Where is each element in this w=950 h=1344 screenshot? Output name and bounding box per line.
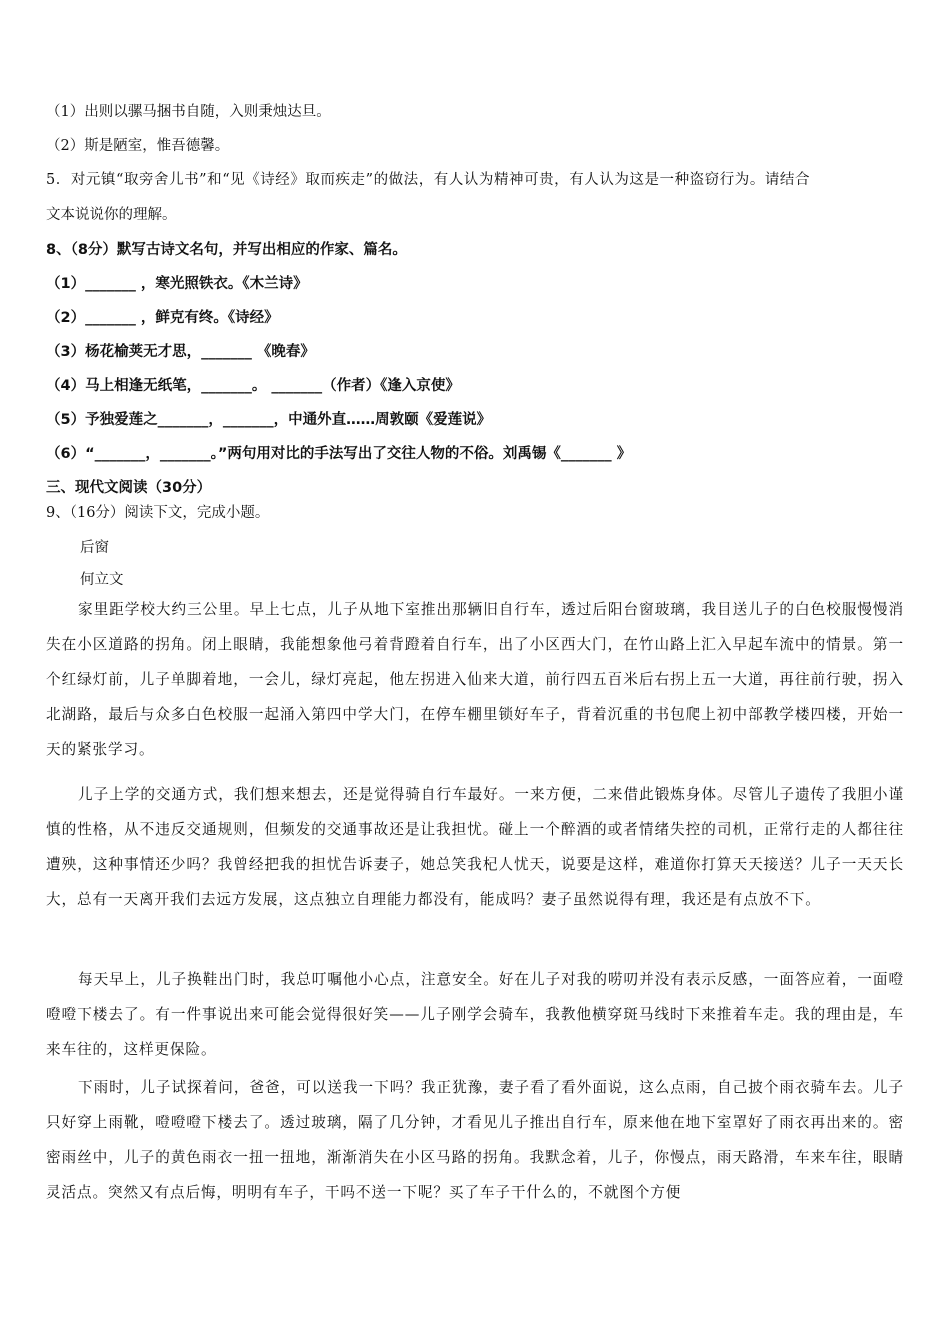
article-author: 何立文: [80, 572, 124, 588]
question-5-line-1: 5．对元镇“取旁舍儿书”和“见《诗经》取而疾走”的做法，有人认为精神可贵，有人认为这是一种盗窃行为。请结合: [46, 172, 811, 188]
question-8-item-2: （2）_______ ，鲜克有终。《诗经》: [46, 310, 279, 326]
question-8-item-1: （1）_______ ，寒光照铁衣。《木兰诗》: [46, 276, 308, 292]
question-8-heading: 8、（8分）默写古诗文名句，并写出相应的作家、篇名。: [46, 242, 407, 258]
article-title: 后窗: [80, 540, 109, 556]
question-8-item-4: （4）马上相逢无纸笔，_______。 _______（作者）《逢入京使》: [46, 378, 460, 394]
answer-line-2: （2）斯是陋室，惟吾德馨。: [46, 138, 230, 154]
question-8-item-6: （6）“_______，_______。”两句用对比的手法写出了交往人物的不俗。刘禹锡《_______ 》: [46, 446, 632, 462]
article-paragraph-4: 下雨时，儿子试探着问，爸爸，可以送我一下吗？我正犹豫，妻子看了看外面说，这么点雨，自己披个雨衣骑车去。儿子只好穿上雨靴，噔噔噔下楼去了。透过玻璃，隔了几分钟，才看见儿子推出自行车，原来他在地下室罩好了雨衣再出来的。密密雨丝中，儿子的黄色雨衣一扭一扭地，渐渐消失在小区马路的拐角。我默念着，儿子，你慢点，雨天路滑，车来车往，眼睛灵活点。突然又有点后悔，明明有车子，干吗不送一下呢？买了车子干什么的，不就图个方便: [46, 1079, 904, 1201]
question-5-line-2: 文本说说你的理解。: [46, 207, 177, 223]
question-8-item-5: （5）予独爱莲之_______，_______，中通外直……周敦颐《爱莲说》: [46, 412, 492, 428]
article-paragraph-3: 每天早上，儿子换鞋出门时，我总叮嘱他小心点，注意安全。好在儿子对我的唠叨并没有表示反感，一面答应着，一面噔噔噔下楼去了。有一件事说出来可能会觉得很好笑——儿子刚学会骑车，我教他横穿斑马线时下来推着车走。我的理由是，车来车往的，这样更保险。: [46, 971, 904, 1058]
question-8-item-3: （3）杨花榆荚无才思，_______ 《晚春》: [46, 344, 315, 360]
section-3-heading: 三、现代文阅读（30分）: [46, 480, 212, 496]
answer-line-1: （1）出则以骡马捆书自随，入则秉烛达旦。: [46, 104, 331, 120]
article-paragraph-1: 家里距学校大约三公里。早上七点，儿子从地下室推出那辆旧自行车，透过后阳台窗玻璃，我目送儿子的白色校服慢慢消失在小区道路的拐角。闭上眼睛，我能想象他弓着背蹬着自行车，出了小区西大门，在竹山路上汇入早起车流中的情景。第一个红绿灯前，儿子单脚着地，一会儿，绿灯亮起，他左拐进入仙来大道，前行四五百米后右拐上五一大道，再往前行驶，拐入北湖路，最后与众多白色校服一起涌入第四中学大门，在停车棚里锁好车子，背着沉重的书包爬上初中部教学楼四楼，开始一天的紧张学习。: [46, 601, 904, 758]
article-paragraph-2: 儿子上学的交通方式，我们想来想去，还是觉得骑自行车最好。一来方便，二来借此锻炼身体。尽管儿子遗传了我胆小谨慎的性格，从不违反交通规则，但频发的交通事故还是让我担忧。碰上一个醉酒的或者情绪失控的司机，正常行走的人都往往遭殃，这种事情还少吗？我曾经把我的担忧告诉妻子，她总笑我杞人忧天，说要是这样，难道你打算天天接送？儿子一天天长大，总有一天离开我们去远方发展，这点独立自理能力都没有，能成吗？妻子虽然说得有理，我还是有点放不下。: [46, 786, 904, 908]
question-9-heading: 9、（16分）阅读下文，完成小题。: [46, 505, 270, 521]
